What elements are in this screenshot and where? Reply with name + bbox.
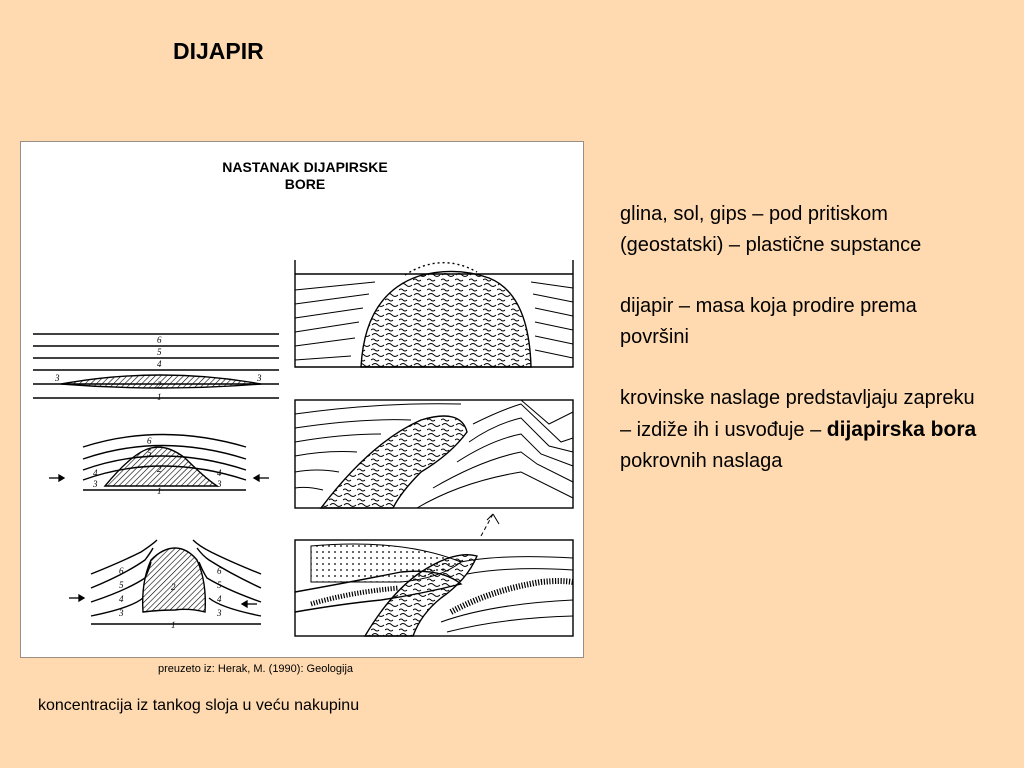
- svg-text:3: 3: [93, 479, 98, 489]
- notes-panel: [620, 199, 990, 507]
- svg-text:6: 6: [157, 335, 162, 345]
- svg-text:3: 3: [217, 479, 222, 489]
- svg-text:4: 4: [217, 468, 222, 478]
- svg-text:4: 4: [217, 594, 222, 604]
- slide-title: DIJAPIR: [173, 38, 264, 64]
- svg-text:5: 5: [157, 347, 162, 357]
- svg-text:4: 4: [93, 468, 98, 478]
- stage3-diapir-dome: [91, 540, 261, 624]
- right-panel2-overturned-fold: [295, 400, 573, 508]
- svg-text:2: 2: [171, 582, 176, 592]
- diagram-figure: [20, 141, 584, 658]
- svg-text:3: 3: [257, 373, 262, 383]
- figure-title-line1: NASTANAK DIJAPIRSKE: [222, 159, 388, 175]
- bottom-text: koncentracija iz tankog sloja u veću nakupinu: [38, 697, 360, 714]
- svg-text:3: 3: [119, 608, 124, 618]
- svg-text:4: 4: [119, 594, 124, 604]
- svg-text:6: 6: [119, 566, 124, 576]
- stage2-gentle-anticline: [83, 435, 246, 491]
- svg-text:5: 5: [119, 580, 124, 590]
- svg-text:5: 5: [217, 580, 222, 590]
- note-paragraph-3: [620, 383, 990, 477]
- svg-text:5: 5: [147, 448, 152, 458]
- stage1-flat-layers: [33, 334, 279, 398]
- svg-text:2: 2: [157, 464, 162, 474]
- svg-text:2: 2: [157, 380, 162, 390]
- note-paragraph-3-before: krovinske naslage predstavljaju zapreku – izdiže ih i usvođuje –: [620, 387, 975, 441]
- figure-caption: preuzeto iz: Herak, M. (1990): Geologija: [158, 663, 354, 675]
- stage1-labels: [54, 335, 262, 402]
- svg-text:3: 3: [217, 608, 222, 618]
- svg-text:4: 4: [157, 359, 162, 369]
- figure-title-line2: BORE: [284, 176, 326, 192]
- diapir-diagram: [21, 142, 583, 657]
- svg-text:1: 1: [157, 392, 162, 402]
- svg-text:1: 1: [157, 486, 162, 496]
- note-paragraph-3-bold: dijapirska bora: [826, 418, 977, 441]
- right-panel1-piercing-diapir: [295, 260, 573, 367]
- note-paragraph-3-after: pokrovnih naslaga: [620, 450, 783, 472]
- svg-text:3: 3: [55, 373, 60, 383]
- right-panel3-complex-fold: [295, 514, 573, 636]
- svg-text:6: 6: [217, 566, 222, 576]
- note-paragraph-2: dijapir – masa koja prodire prema površini: [620, 295, 917, 348]
- svg-text:1: 1: [171, 620, 176, 630]
- svg-text:6: 6: [147, 436, 152, 446]
- note-paragraph-1: glina, sol, gips – pod pritiskom (geostatski) – plastične supstance: [620, 203, 922, 256]
